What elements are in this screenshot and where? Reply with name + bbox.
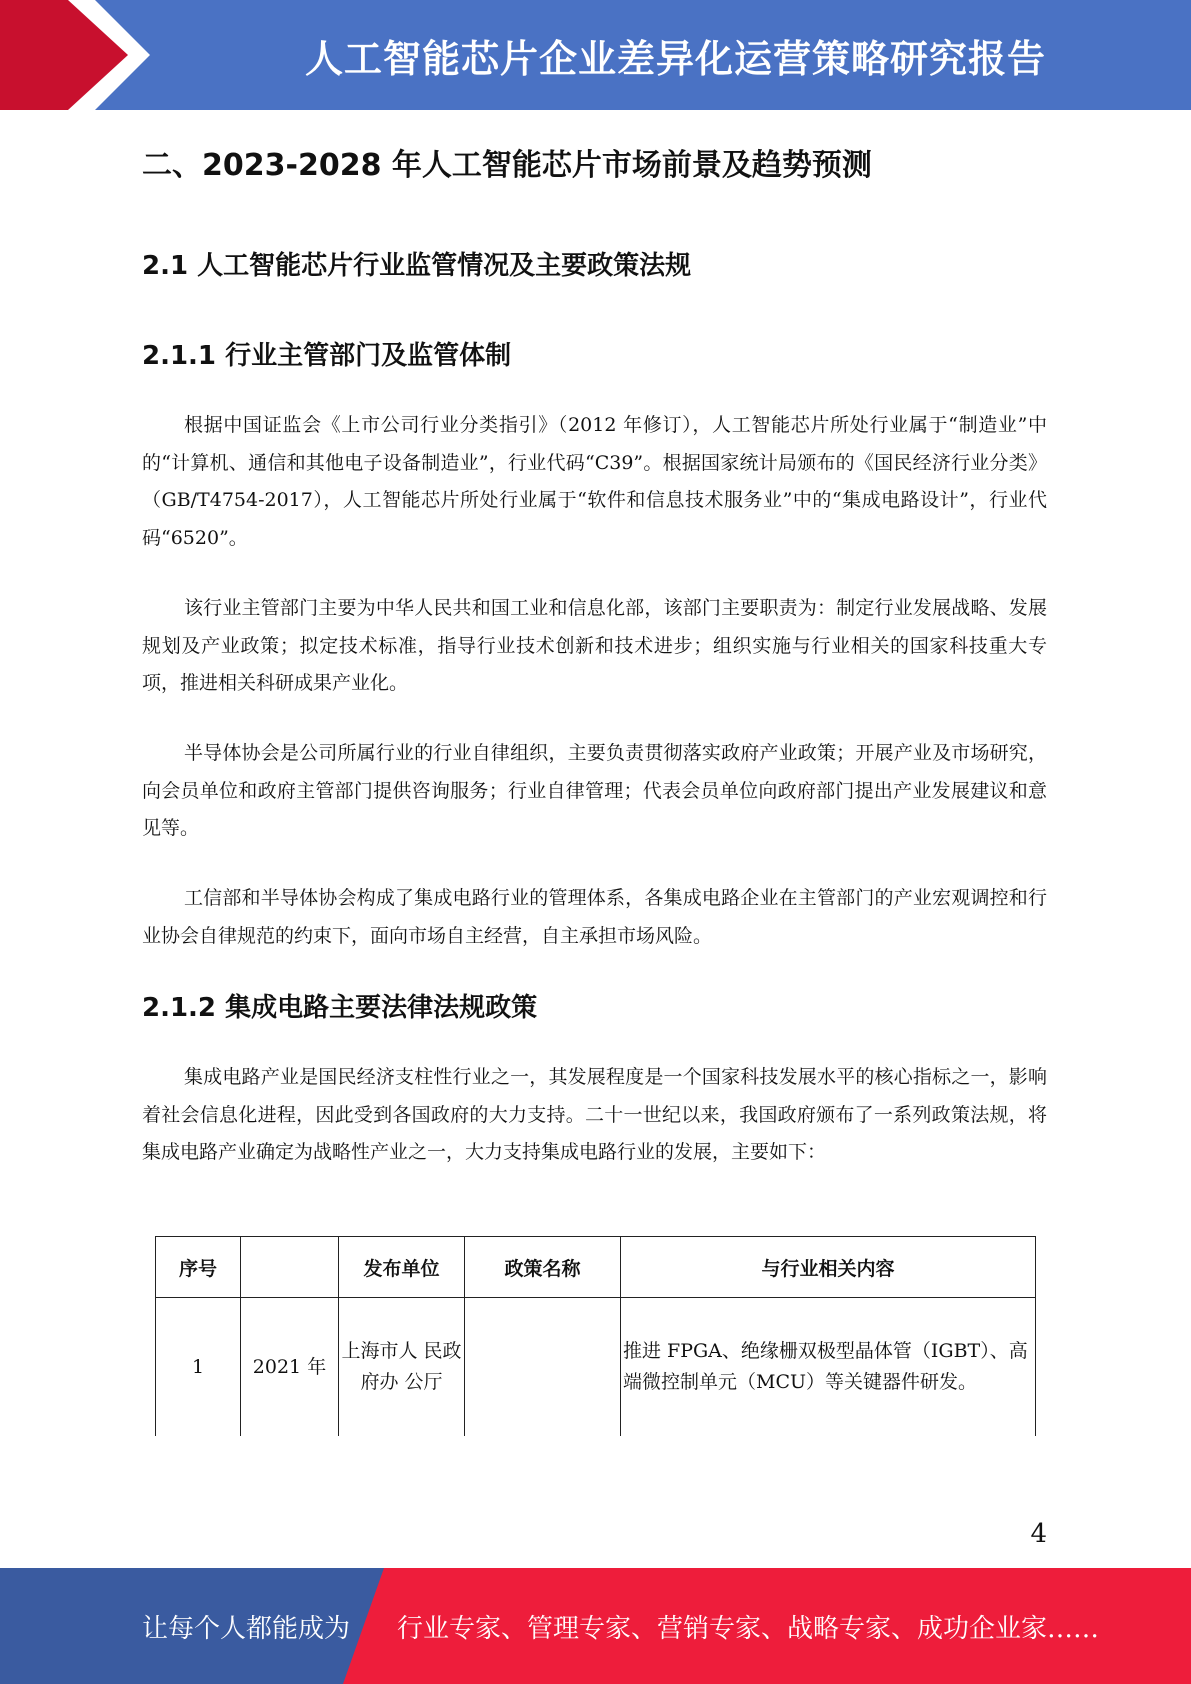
cell-content: 推进 FPGA、绝缘栅双极型晶体管（IGBT）、高端微控制单元（MCU）等关键器件研发。 [621,1298,1036,1437]
paragraph: 半导体协会是公司所属行业的行业自律组织，主要负责贯彻落实政府产业政策；开展产业及市场研究，向会员单位和政府主管部门提供咨询服务；行业自律管理；代表会员单位向政府部门提出产业发展建议和意见等。 [142,742,1047,839]
col-header-year [241,1237,339,1298]
table-header-row [156,1237,1036,1298]
cell-issuer: 上海市人 民政府办 公厅 [339,1298,465,1437]
paragraph: 该行业主管部门主要为中华人民共和国工业和信息化部，该部门主要职责为：制定行业发展战略、发展规划及产业政策；拟定技术标准，指导行业技术创新和技术进步；组织实施与行业相关的国家科技重大专项，推进相关科研成果产业化。 [142,597,1047,694]
cell-year: 2021 年 [241,1298,339,1437]
footer-slogan: 让每个人都能成为 [142,1613,351,1644]
subsection-heading-2: 2.1.2 集成电路主要法律法规政策 [142,993,538,1023]
paragraph: 工信部和半导体协会构成了集成电路行业的管理体系，各集成电路企业在主管部门的产业宏观调控和行业协会自律规范的约束下，面向市场自主经营，自主承担市场风险。 [142,887,1047,947]
col-header-content: 与行业相关内容 [621,1237,1036,1298]
col-header-issuer: 发布单位 [339,1237,465,1298]
section-heading: 2.1 人工智能芯片行业监管情况及主要政策法规 [142,251,692,281]
cell-no: 1 [156,1298,241,1437]
footer-banner [0,1568,1191,1684]
policy-table [155,1236,1036,1436]
cell-policy [465,1298,621,1437]
header-banner [0,0,1191,110]
col-header-policy: 政策名称 [465,1237,621,1298]
subsection-heading-1: 2.1.1 行业主管部门及监管体制 [142,341,512,371]
chevron-logo-icon [0,0,160,110]
paragraph: 根据中国证监会《上市公司行业分类指引》（2012 年修订），人工智能芯片所处行业属于“制造业”中的“计算机、通信和其他电子设备制造业”，行业代码“C39”。根据国家统计局颁布的《国民经济行业分类》（GB/T4754-2017），人工智能芯片所处行业属于“软件和信息技术服务业”中的“集成电路设计”，行业代码“6520”。 [142,414,1047,549]
footer-roles: 行业专家、管理专家、营销专家、战略专家、成功企业家…… [397,1613,1100,1644]
report-title: 人工智能芯片企业差异化运营策略研究报告 [304,36,1046,81]
page-number: 4 [1030,1519,1047,1549]
col-header-no: 序号 [156,1237,241,1298]
table-row [156,1298,1036,1437]
chapter-heading: 二、2023-2028 年人工智能芯片市场前景及趋势预测 [142,148,872,183]
paragraph: 集成电路产业是国民经济支柱性行业之一，其发展程度是一个国家科技发展水平的核心指标之一，影响着社会信息化进程，因此受到各国政府的大力支持。二十一世纪以来，我国政府颁布了一系列政策法规，将集成电路产业确定为战略性产业之一，大力支持集成电路行业的发展，主要如下： [142,1066,1047,1163]
